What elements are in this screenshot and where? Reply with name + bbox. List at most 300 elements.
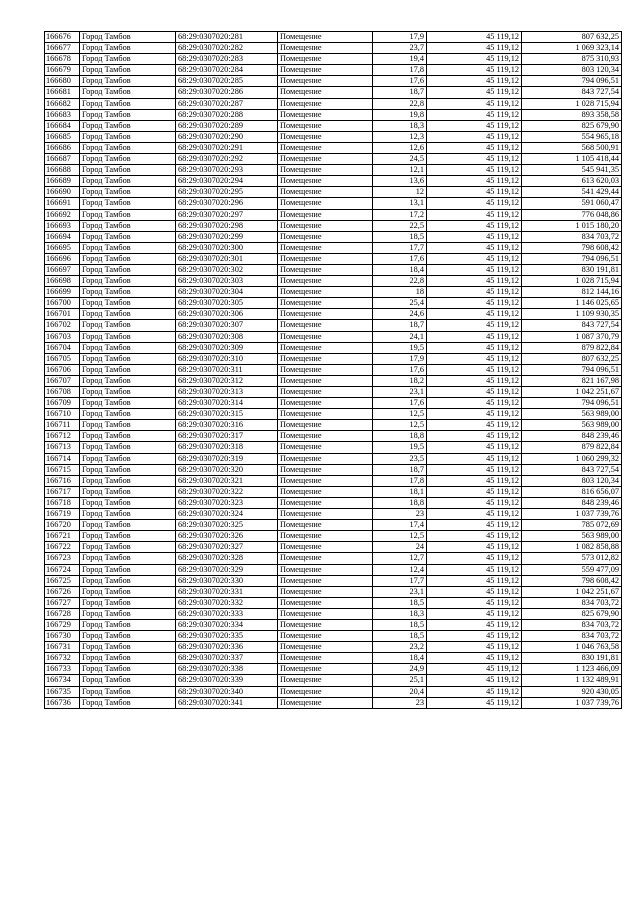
table-row <box>45 453 622 464</box>
cadastral-value-cell: 541 429,44 <box>522 187 622 198</box>
row-number-cell: 166696 <box>45 253 80 264</box>
area-cell: 17,4 <box>373 520 427 531</box>
object-type-cell: Помещение <box>278 109 373 120</box>
unit-value-cell: 45 119,12 <box>427 597 522 608</box>
cadastral-value-cell: 1 082 858,88 <box>522 542 622 553</box>
area-cell: 18,3 <box>373 120 427 131</box>
city-cell: Город Тамбов <box>80 664 176 675</box>
cadastral-number-cell: 68:29:0307020:318 <box>176 442 278 453</box>
table-row <box>45 542 622 553</box>
table-row <box>45 364 622 375</box>
cadastral-value-cell: 591 060,47 <box>522 198 622 209</box>
object-type-cell: Помещение <box>278 231 373 242</box>
row-number-cell: 166711 <box>45 420 80 431</box>
city-cell: Город Тамбов <box>80 642 176 653</box>
cadastral-value-cell: 1 105 418,44 <box>522 154 622 165</box>
area-cell: 17,6 <box>373 76 427 87</box>
unit-value-cell: 45 119,12 <box>427 154 522 165</box>
row-number-cell: 166684 <box>45 120 80 131</box>
city-cell: Город Тамбов <box>80 375 176 386</box>
area-cell: 12 <box>373 187 427 198</box>
row-number-cell: 166720 <box>45 520 80 531</box>
table-row <box>45 187 622 198</box>
document-page <box>44 31 621 709</box>
table-row <box>45 353 622 364</box>
cadastral-value-cell: 879 822,84 <box>522 342 622 353</box>
cadastral-number-cell: 68:29:0307020:292 <box>176 154 278 165</box>
city-cell: Город Тамбов <box>80 564 176 575</box>
city-cell: Город Тамбов <box>80 497 176 508</box>
cadastral-value-cell: 1 042 251,67 <box>522 586 622 597</box>
unit-value-cell: 45 119,12 <box>427 231 522 242</box>
area-cell: 12,5 <box>373 409 427 420</box>
city-cell: Город Тамбов <box>80 65 176 76</box>
cadastral-number-cell: 68:29:0307020:299 <box>176 231 278 242</box>
table-row <box>45 242 622 253</box>
table-row <box>45 387 622 398</box>
cadastral-value-cell: 563 989,00 <box>522 531 622 542</box>
area-cell: 23 <box>373 697 427 708</box>
area-cell: 12,6 <box>373 142 427 153</box>
area-cell: 12,3 <box>373 131 427 142</box>
city-cell: Город Тамбов <box>80 542 176 553</box>
cadastral-number-cell: 68:29:0307020:322 <box>176 486 278 497</box>
table-body <box>45 32 622 709</box>
row-number-cell: 166702 <box>45 320 80 331</box>
cadastral-number-cell: 68:29:0307020:288 <box>176 109 278 120</box>
object-type-cell: Помещение <box>278 54 373 65</box>
city-cell: Город Тамбов <box>80 353 176 364</box>
object-type-cell: Помещение <box>278 475 373 486</box>
cadastral-value-cell: 893 358,58 <box>522 109 622 120</box>
object-type-cell: Помещение <box>278 597 373 608</box>
cadastral-value-cell: 834 703,72 <box>522 231 622 242</box>
city-cell: Город Тамбов <box>80 387 176 398</box>
row-number-cell: 166681 <box>45 87 80 98</box>
area-cell: 17,7 <box>373 242 427 253</box>
table-row <box>45 675 622 686</box>
cadastral-number-cell: 68:29:0307020:325 <box>176 520 278 531</box>
city-cell: Город Тамбов <box>80 453 176 464</box>
cadastral-number-cell: 68:29:0307020:282 <box>176 43 278 54</box>
object-type-cell: Помещение <box>278 309 373 320</box>
row-number-cell: 166710 <box>45 409 80 420</box>
table-row <box>45 664 622 675</box>
cadastral-number-cell: 68:29:0307020:332 <box>176 597 278 608</box>
unit-value-cell: 45 119,12 <box>427 331 522 342</box>
unit-value-cell: 45 119,12 <box>427 664 522 675</box>
cadastral-value-cell: 1 060 299,32 <box>522 453 622 464</box>
object-type-cell: Помещение <box>278 409 373 420</box>
row-number-cell: 166691 <box>45 198 80 209</box>
table-row <box>45 686 622 697</box>
unit-value-cell: 45 119,12 <box>427 542 522 553</box>
table-row <box>45 631 622 642</box>
cadastral-value-cell: 834 703,72 <box>522 631 622 642</box>
city-cell: Город Тамбов <box>80 586 176 597</box>
object-type-cell: Помещение <box>278 387 373 398</box>
unit-value-cell: 45 119,12 <box>427 276 522 287</box>
city-cell: Город Тамбов <box>80 131 176 142</box>
area-cell: 18,7 <box>373 464 427 475</box>
table-row <box>45 176 622 187</box>
table-row <box>45 697 622 708</box>
area-cell: 18 <box>373 287 427 298</box>
row-number-cell: 166730 <box>45 631 80 642</box>
unit-value-cell: 45 119,12 <box>427 564 522 575</box>
cadastral-value-cell: 803 120,34 <box>522 65 622 76</box>
table-row <box>45 154 622 165</box>
table-row <box>45 43 622 54</box>
unit-value-cell: 45 119,12 <box>427 320 522 331</box>
city-cell: Город Тамбов <box>80 608 176 619</box>
area-cell: 24,9 <box>373 664 427 675</box>
unit-value-cell: 45 119,12 <box>427 520 522 531</box>
city-cell: Город Тамбов <box>80 464 176 475</box>
table-row <box>45 109 622 120</box>
area-cell: 12,5 <box>373 420 427 431</box>
unit-value-cell: 45 119,12 <box>427 76 522 87</box>
city-cell: Город Тамбов <box>80 431 176 442</box>
cadastral-number-cell: 68:29:0307020:324 <box>176 509 278 520</box>
area-cell: 17,9 <box>373 32 427 43</box>
area-cell: 18,5 <box>373 619 427 630</box>
row-number-cell: 166698 <box>45 276 80 287</box>
unit-value-cell: 45 119,12 <box>427 375 522 386</box>
table-row <box>45 231 622 242</box>
unit-value-cell: 45 119,12 <box>427 287 522 298</box>
city-cell: Город Тамбов <box>80 187 176 198</box>
row-number-cell: 166690 <box>45 187 80 198</box>
table-row <box>45 409 622 420</box>
unit-value-cell: 45 119,12 <box>427 120 522 131</box>
cadastral-number-cell: 68:29:0307020:333 <box>176 608 278 619</box>
cadastral-value-cell: 875 310,93 <box>522 54 622 65</box>
cadastral-value-cell: 1 146 025,65 <box>522 298 622 309</box>
row-number-cell: 166701 <box>45 309 80 320</box>
area-cell: 13,1 <box>373 198 427 209</box>
object-type-cell: Помещение <box>278 43 373 54</box>
area-cell: 25,1 <box>373 675 427 686</box>
object-type-cell: Помещение <box>278 509 373 520</box>
cadastral-value-cell: 803 120,34 <box>522 475 622 486</box>
unit-value-cell: 45 119,12 <box>427 608 522 619</box>
cadastral-number-cell: 68:29:0307020:327 <box>176 542 278 553</box>
city-cell: Город Тамбов <box>80 253 176 264</box>
unit-value-cell: 45 119,12 <box>427 697 522 708</box>
area-cell: 19,5 <box>373 442 427 453</box>
row-number-cell: 166707 <box>45 375 80 386</box>
cadastral-number-cell: 68:29:0307020:287 <box>176 98 278 109</box>
row-number-cell: 166713 <box>45 442 80 453</box>
row-number-cell: 166679 <box>45 65 80 76</box>
cadastral-number-cell: 68:29:0307020:331 <box>176 586 278 597</box>
table-row <box>45 198 622 209</box>
row-number-cell: 166709 <box>45 398 80 409</box>
object-type-cell: Помещение <box>278 176 373 187</box>
city-cell: Город Тамбов <box>80 575 176 586</box>
unit-value-cell: 45 119,12 <box>427 475 522 486</box>
area-cell: 12,5 <box>373 531 427 542</box>
city-cell: Город Тамбов <box>80 298 176 309</box>
cadastral-number-cell: 68:29:0307020:297 <box>176 209 278 220</box>
unit-value-cell: 45 119,12 <box>427 420 522 431</box>
table-row <box>45 87 622 98</box>
row-number-cell: 166700 <box>45 298 80 309</box>
city-cell: Город Тамбов <box>80 54 176 65</box>
area-cell: 17,6 <box>373 253 427 264</box>
cadastral-value-cell: 794 096,51 <box>522 76 622 87</box>
object-type-cell: Помещение <box>278 653 373 664</box>
cadastral-number-cell: 68:29:0307020:326 <box>176 531 278 542</box>
cadastral-number-cell: 68:29:0307020:317 <box>176 431 278 442</box>
city-cell: Город Тамбов <box>80 242 176 253</box>
object-type-cell: Помещение <box>278 619 373 630</box>
city-cell: Город Тамбов <box>80 675 176 686</box>
area-cell: 23,1 <box>373 387 427 398</box>
city-cell: Город Тамбов <box>80 98 176 109</box>
cadastral-number-cell: 68:29:0307020:328 <box>176 553 278 564</box>
row-number-cell: 166689 <box>45 176 80 187</box>
cadastral-value-cell: 1 028 715,94 <box>522 276 622 287</box>
object-type-cell: Помещение <box>278 131 373 142</box>
object-type-cell: Помещение <box>278 675 373 686</box>
area-cell: 19,4 <box>373 54 427 65</box>
cadastral-number-cell: 68:29:0307020:291 <box>176 142 278 153</box>
area-cell: 20,4 <box>373 686 427 697</box>
city-cell: Город Тамбов <box>80 142 176 153</box>
row-number-cell: 166697 <box>45 264 80 275</box>
object-type-cell: Помещение <box>278 564 373 575</box>
unit-value-cell: 45 119,12 <box>427 353 522 364</box>
area-cell: 23,5 <box>373 453 427 464</box>
object-type-cell: Помещение <box>278 320 373 331</box>
city-cell: Город Тамбов <box>80 619 176 630</box>
cadastral-number-cell: 68:29:0307020:281 <box>176 32 278 43</box>
area-cell: 19,5 <box>373 342 427 353</box>
city-cell: Город Тамбов <box>80 287 176 298</box>
table-row <box>45 564 622 575</box>
city-cell: Город Тамбов <box>80 76 176 87</box>
cadastral-number-cell: 68:29:0307020:303 <box>176 276 278 287</box>
object-type-cell: Помещение <box>278 531 373 542</box>
area-cell: 18,5 <box>373 231 427 242</box>
cadastral-value-cell: 794 096,51 <box>522 398 622 409</box>
cadastral-number-cell: 68:29:0307020:314 <box>176 398 278 409</box>
cadastral-number-cell: 68:29:0307020:290 <box>176 131 278 142</box>
cadastral-value-cell: 825 679,90 <box>522 120 622 131</box>
object-type-cell: Помещение <box>278 486 373 497</box>
object-type-cell: Помещение <box>278 686 373 697</box>
object-type-cell: Помещение <box>278 242 373 253</box>
object-type-cell: Помещение <box>278 642 373 653</box>
row-number-cell: 166699 <box>45 287 80 298</box>
cadastral-number-cell: 68:29:0307020:301 <box>176 253 278 264</box>
unit-value-cell: 45 119,12 <box>427 131 522 142</box>
area-cell: 17,6 <box>373 364 427 375</box>
cadastral-value-cell: 785 072,69 <box>522 520 622 531</box>
area-cell: 18,1 <box>373 486 427 497</box>
unit-value-cell: 45 119,12 <box>427 509 522 520</box>
object-type-cell: Помещение <box>278 575 373 586</box>
unit-value-cell: 45 119,12 <box>427 586 522 597</box>
city-cell: Город Тамбов <box>80 531 176 542</box>
cadastral-value-cell: 834 703,72 <box>522 619 622 630</box>
area-cell: 17,9 <box>373 353 427 364</box>
unit-value-cell: 45 119,12 <box>427 242 522 253</box>
city-cell: Город Тамбов <box>80 220 176 231</box>
cadastral-number-cell: 68:29:0307020:309 <box>176 342 278 353</box>
table-row <box>45 309 622 320</box>
city-cell: Город Тамбов <box>80 264 176 275</box>
table-row <box>45 165 622 176</box>
unit-value-cell: 45 119,12 <box>427 387 522 398</box>
object-type-cell: Помещение <box>278 342 373 353</box>
row-number-cell: 166704 <box>45 342 80 353</box>
city-cell: Город Тамбов <box>80 442 176 453</box>
cadastral-number-cell: 68:29:0307020:340 <box>176 686 278 697</box>
unit-value-cell: 45 119,12 <box>427 486 522 497</box>
cadastral-value-cell: 843 727,54 <box>522 87 622 98</box>
cadastral-number-cell: 68:29:0307020:338 <box>176 664 278 675</box>
row-number-cell: 166722 <box>45 542 80 553</box>
object-type-cell: Помещение <box>278 586 373 597</box>
city-cell: Город Тамбов <box>80 631 176 642</box>
row-number-cell: 166695 <box>45 242 80 253</box>
cadastral-value-cell: 1 042 251,67 <box>522 387 622 398</box>
city-cell: Город Тамбов <box>80 398 176 409</box>
cadastral-number-cell: 68:29:0307020:312 <box>176 375 278 386</box>
city-cell: Город Тамбов <box>80 32 176 43</box>
table-row <box>45 331 622 342</box>
object-type-cell: Помещение <box>278 520 373 531</box>
area-cell: 17,7 <box>373 575 427 586</box>
table-row <box>45 619 622 630</box>
cadastral-value-cell: 848 239,46 <box>522 497 622 508</box>
table-row <box>45 287 622 298</box>
cadastral-number-cell: 68:29:0307020:320 <box>176 464 278 475</box>
unit-value-cell: 45 119,12 <box>427 553 522 564</box>
object-type-cell: Помещение <box>278 76 373 87</box>
unit-value-cell: 45 119,12 <box>427 442 522 453</box>
city-cell: Город Тамбов <box>80 276 176 287</box>
unit-value-cell: 45 119,12 <box>427 409 522 420</box>
cadastral-number-cell: 68:29:0307020:308 <box>176 331 278 342</box>
row-number-cell: 166731 <box>45 642 80 653</box>
cadastral-number-cell: 68:29:0307020:339 <box>176 675 278 686</box>
cadastral-value-cell: 554 965,18 <box>522 131 622 142</box>
unit-value-cell: 45 119,12 <box>427 497 522 508</box>
object-type-cell: Помещение <box>278 287 373 298</box>
row-number-cell: 166716 <box>45 475 80 486</box>
row-number-cell: 166717 <box>45 486 80 497</box>
cadastral-number-cell: 68:29:0307020:337 <box>176 653 278 664</box>
area-cell: 18,8 <box>373 497 427 508</box>
row-number-cell: 166676 <box>45 32 80 43</box>
city-cell: Город Тамбов <box>80 109 176 120</box>
unit-value-cell: 45 119,12 <box>427 65 522 76</box>
row-number-cell: 166680 <box>45 76 80 87</box>
area-cell: 18,4 <box>373 653 427 664</box>
table-row <box>45 553 622 564</box>
row-number-cell: 166729 <box>45 619 80 630</box>
area-cell: 22,8 <box>373 98 427 109</box>
area-cell: 18,7 <box>373 87 427 98</box>
cadastral-value-cell: 794 096,51 <box>522 364 622 375</box>
object-type-cell: Помещение <box>278 220 373 231</box>
cadastral-number-cell: 68:29:0307020:313 <box>176 387 278 398</box>
area-cell: 12,4 <box>373 564 427 575</box>
cadastral-number-cell: 68:29:0307020:300 <box>176 242 278 253</box>
cadastral-number-cell: 68:29:0307020:336 <box>176 642 278 653</box>
table-row <box>45 497 622 508</box>
object-type-cell: Помещение <box>278 375 373 386</box>
object-type-cell: Помещение <box>278 165 373 176</box>
city-cell: Город Тамбов <box>80 331 176 342</box>
cadastral-value-cell: 559 477,09 <box>522 564 622 575</box>
cadastral-number-cell: 68:29:0307020:294 <box>176 176 278 187</box>
table-row <box>45 575 622 586</box>
city-cell: Город Тамбов <box>80 154 176 165</box>
table-row <box>45 375 622 386</box>
area-cell: 18,5 <box>373 597 427 608</box>
table-row <box>45 220 622 231</box>
city-cell: Город Тамбов <box>80 120 176 131</box>
area-cell: 18,8 <box>373 431 427 442</box>
object-type-cell: Помещение <box>278 253 373 264</box>
area-cell: 18,5 <box>373 631 427 642</box>
area-cell: 24,5 <box>373 154 427 165</box>
table-row <box>45 76 622 87</box>
unit-value-cell: 45 119,12 <box>427 431 522 442</box>
city-cell: Город Тамбов <box>80 420 176 431</box>
row-number-cell: 166678 <box>45 54 80 65</box>
unit-value-cell: 45 119,12 <box>427 453 522 464</box>
table-row <box>45 486 622 497</box>
cadastral-number-cell: 68:29:0307020:316 <box>176 420 278 431</box>
cadastral-number-cell: 68:29:0307020:304 <box>176 287 278 298</box>
row-number-cell: 166683 <box>45 109 80 120</box>
city-cell: Город Тамбов <box>80 364 176 375</box>
city-cell: Город Тамбов <box>80 198 176 209</box>
unit-value-cell: 45 119,12 <box>427 619 522 630</box>
area-cell: 17,8 <box>373 475 427 486</box>
cadastral-value-cell: 879 822,84 <box>522 442 622 453</box>
row-number-cell: 166705 <box>45 353 80 364</box>
cadastral-number-cell: 68:29:0307020:289 <box>176 120 278 131</box>
cadastral-value-cell: 1 132 489,91 <box>522 675 622 686</box>
table-row <box>45 32 622 43</box>
city-cell: Город Тамбов <box>80 231 176 242</box>
object-type-cell: Помещение <box>278 608 373 619</box>
unit-value-cell: 45 119,12 <box>427 220 522 231</box>
table-row <box>45 320 622 331</box>
table-row <box>45 442 622 453</box>
city-cell: Город Тамбов <box>80 486 176 497</box>
cadastral-number-cell: 68:29:0307020:296 <box>176 198 278 209</box>
unit-value-cell: 45 119,12 <box>427 32 522 43</box>
city-cell: Город Тамбов <box>80 43 176 54</box>
unit-value-cell: 45 119,12 <box>427 398 522 409</box>
area-cell: 22,8 <box>373 276 427 287</box>
unit-value-cell: 45 119,12 <box>427 109 522 120</box>
unit-value-cell: 45 119,12 <box>427 298 522 309</box>
city-cell: Город Тамбов <box>80 409 176 420</box>
row-number-cell: 166715 <box>45 464 80 475</box>
table-row <box>45 464 622 475</box>
table-row <box>45 209 622 220</box>
area-cell: 17,2 <box>373 209 427 220</box>
